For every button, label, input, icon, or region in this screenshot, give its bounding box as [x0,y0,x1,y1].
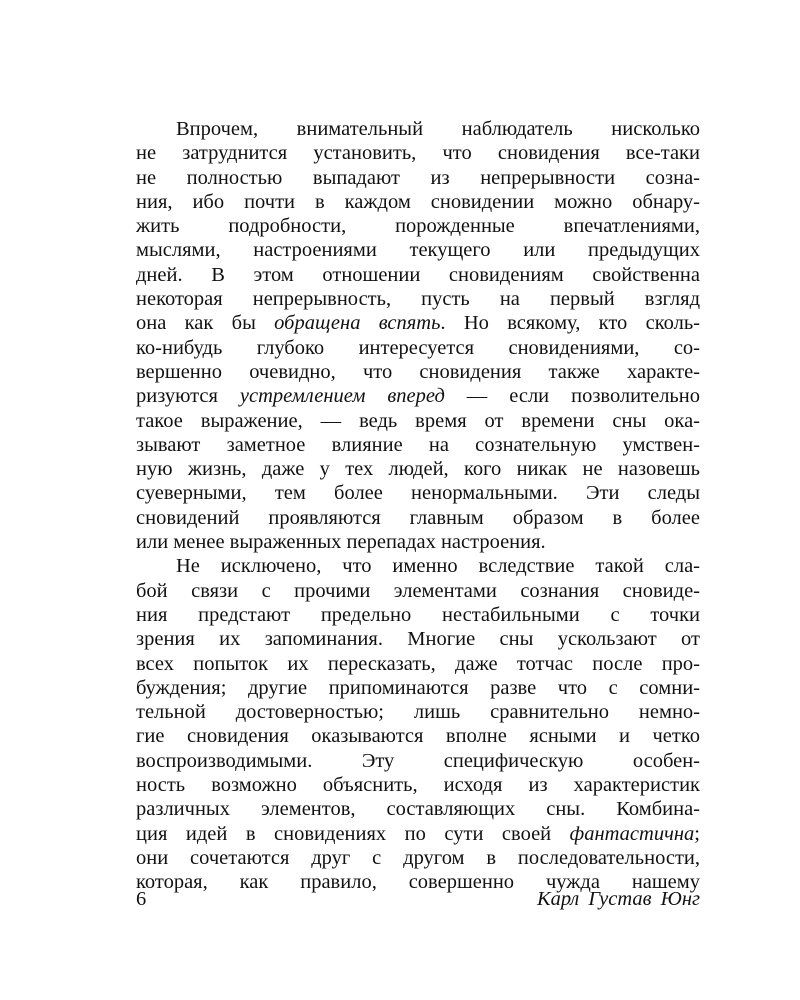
text-line: различных элементов, составляющих сны. Комбина- [136,798,700,821]
text-line: жить подробности, порожденные впечатлениями, [136,215,700,238]
text-line: дней. В этом отношении сновидениям свойственна [136,263,700,286]
text-line: зывают заметное влияние на сознательную умствен- [136,433,700,456]
book-page-text [136,117,700,895]
page-number: 6 [136,888,147,910]
text-line: суеверными, тем более ненормальными. Эти следы [136,482,700,505]
text-line: не затруднится установить, что сновидения все-таки [136,142,700,165]
italic-phrase: фантастична [569,822,695,845]
text-line: ность возможно объяснить, исходя из характеристик [136,774,700,797]
text-line: или менее выраженных перепадах настроения. [136,531,546,554]
text-line: тельной достоверностью; лишь сравнительно немно- [136,701,700,724]
text-line: воспроизводимыми. Эту специфическую особен- [136,749,700,772]
italic-phrase: устремлением вперед [239,385,445,408]
page-footer [136,886,700,912]
text-line: ризуются устремлением вперед — если позволительно [136,385,700,408]
paragraph-2 [136,554,700,894]
text-line: Впрочем, внимательный наблюдатель нисколько [176,118,700,140]
paragraph-1 [136,117,700,554]
text-line: мыслями, настроениями текущего или предыдущих [136,239,700,262]
text-line: такое выражение, — ведь время от времени сны ока- [136,409,700,432]
text-line: они сочетаются друг с другом в последовательности, [136,846,700,869]
text-line: Не исключено, что именно вследствие такой сла- [176,555,700,578]
italic-phrase: обращена вспять [274,312,441,335]
text-line: бой связи с прочими элементами сознания сновиде- [136,579,700,602]
text-line: она как бы обращена вспять. Но всякому, кто сколь- [136,312,701,335]
text-line: не полностью выпадают из непрерывности созна- [136,166,700,189]
text-line: всех попыток их пересказать, даже тотчас после про- [136,652,700,675]
text-line: ния, ибо почти в каждом сновидении можно обнару- [136,190,700,213]
text-line: гие сновидения оказываются вполне ясными и четко [136,725,700,748]
text-line: вершенно очевидно, что сновидения также характе- [136,360,700,383]
text-line: ную жизнь, даже у тех людей, кого никак не назовешь [136,458,700,481]
text-line: ция идей в сновидениях по сути своей фантастична; [136,822,700,845]
running-author: Карл Густав Юнг [536,888,700,910]
text-line: зрения их запоминания. Многие сны ускользают от [136,628,700,651]
text-line: буждения; другие припоминаются разве что с сомни- [136,676,700,699]
text-line: которая, как правило, совершенно чужда нашему [136,871,700,894]
text-line: некоторая непрерывность, пусть на первый взгляд [136,288,700,311]
text-line: ко-нибудь глубоко интересуется сновидениями, со- [136,336,700,359]
text-line: ния предстают предельно нестабильными с точки [136,603,700,626]
text-line: сновидений проявляются главным образом в более [136,506,700,529]
